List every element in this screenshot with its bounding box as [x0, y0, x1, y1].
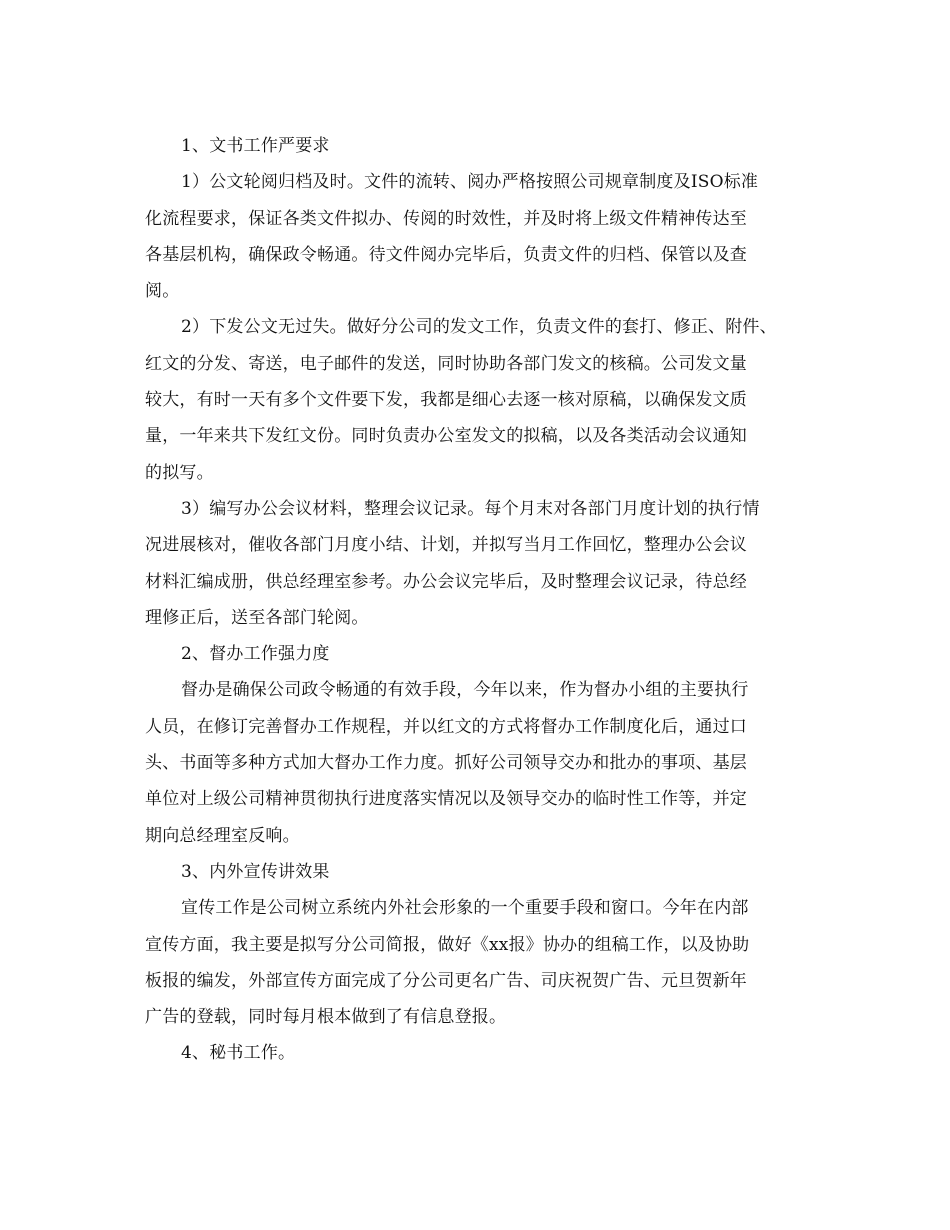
paragraph-line: 红文的分发、寄送，电子邮件的发送，同时协助各部门发文的核稿。公司发文量 — [145, 353, 747, 374]
paragraph-line: 广告的登载，同时每月根本做到了有信息登报。 — [145, 1007, 507, 1028]
section-heading-secretary: 4、秘书工作。 — [181, 1043, 296, 1064]
paragraph-line: 况进展核对，催收各部门月度小结、计划，并拟写当月工作回忆，整理办公会议 — [145, 535, 747, 556]
paragraph-line: 3）编写办公会议材料，整理会议记录。每个月末对各部门月度计划的执行情 — [181, 498, 760, 519]
paragraph-line: 化流程要求，保证各类文件拟办、传阅的时效性，并及时将上级文件精神传达至 — [145, 208, 747, 229]
paragraph-line: 1）公文轮阅归档及时。文件的流转、阅办严格按照公司规章制度及ISO标准 — [181, 172, 759, 193]
paragraph-line: 宣传工作是公司树立系统内外社会形象的一个重要手段和窗口。今年在内部 — [181, 898, 749, 919]
section-heading-supervision: 2、督办工作强力度 — [181, 644, 330, 665]
paragraph-line: 期向总经理室反响。 — [145, 825, 300, 846]
paragraph-line: 头、书面等多种方式加大督办工作力度。抓好公司领导交办和批办的事项、基层 — [145, 753, 747, 774]
paragraph-line: 量，一年来共下发红文份。同时负责办公室发文的拟稿，以及各类活动会议通知 — [145, 426, 747, 447]
paragraph-line: 单位对上级公司精神贯彻执行进度落实情况以及领导交办的临时性工作等，并定 — [145, 789, 747, 810]
paragraph-line: 阅。 — [145, 281, 180, 302]
paragraph-line: 材料汇编成册，供总经理室参考。办公会议完毕后，及时整理会议记录，待总经 — [145, 571, 747, 592]
paragraph-line: 板报的编发，外部宣传方面完成了分公司更名广告、司庆祝贺广告、元旦贺新年 — [145, 970, 747, 991]
paragraph-line: 较大，有时一天有多个文件要下发，我都是细心去逐一核对原稿，以确保发文质 — [145, 390, 747, 411]
paragraph-line: 各基层机构，确保政令畅通。待文件阅办完毕后，负责文件的归档、保管以及查 — [145, 244, 747, 265]
document-body — [145, 128, 815, 1072]
section-heading-document-work: 1、文书工作严要求 — [181, 136, 330, 156]
paragraph-line: 理修正后，送至各部门轮阅。 — [145, 607, 369, 628]
paragraph-line: 的拟写。 — [145, 462, 214, 483]
paragraph-line: 人员，在修订完善督办工作规程，并以红文的方式将督办工作制度化后，通过口 — [145, 716, 747, 737]
paragraph-line: 宣传方面，我主要是拟写分公司简报，做好《xx报》协办的组稿工作，以及协助 — [145, 934, 750, 955]
paragraph-line: 督办是确保公司政令畅通的有效手段，今年以来，作为督办小组的主要执行 — [181, 680, 749, 701]
section-heading-publicity: 3、内外宣传讲效果 — [181, 861, 330, 882]
paragraph-line: 2）下发公文无过失。做好分公司的发文工作，负责文件的套打、修正、附件、 — [181, 317, 777, 338]
